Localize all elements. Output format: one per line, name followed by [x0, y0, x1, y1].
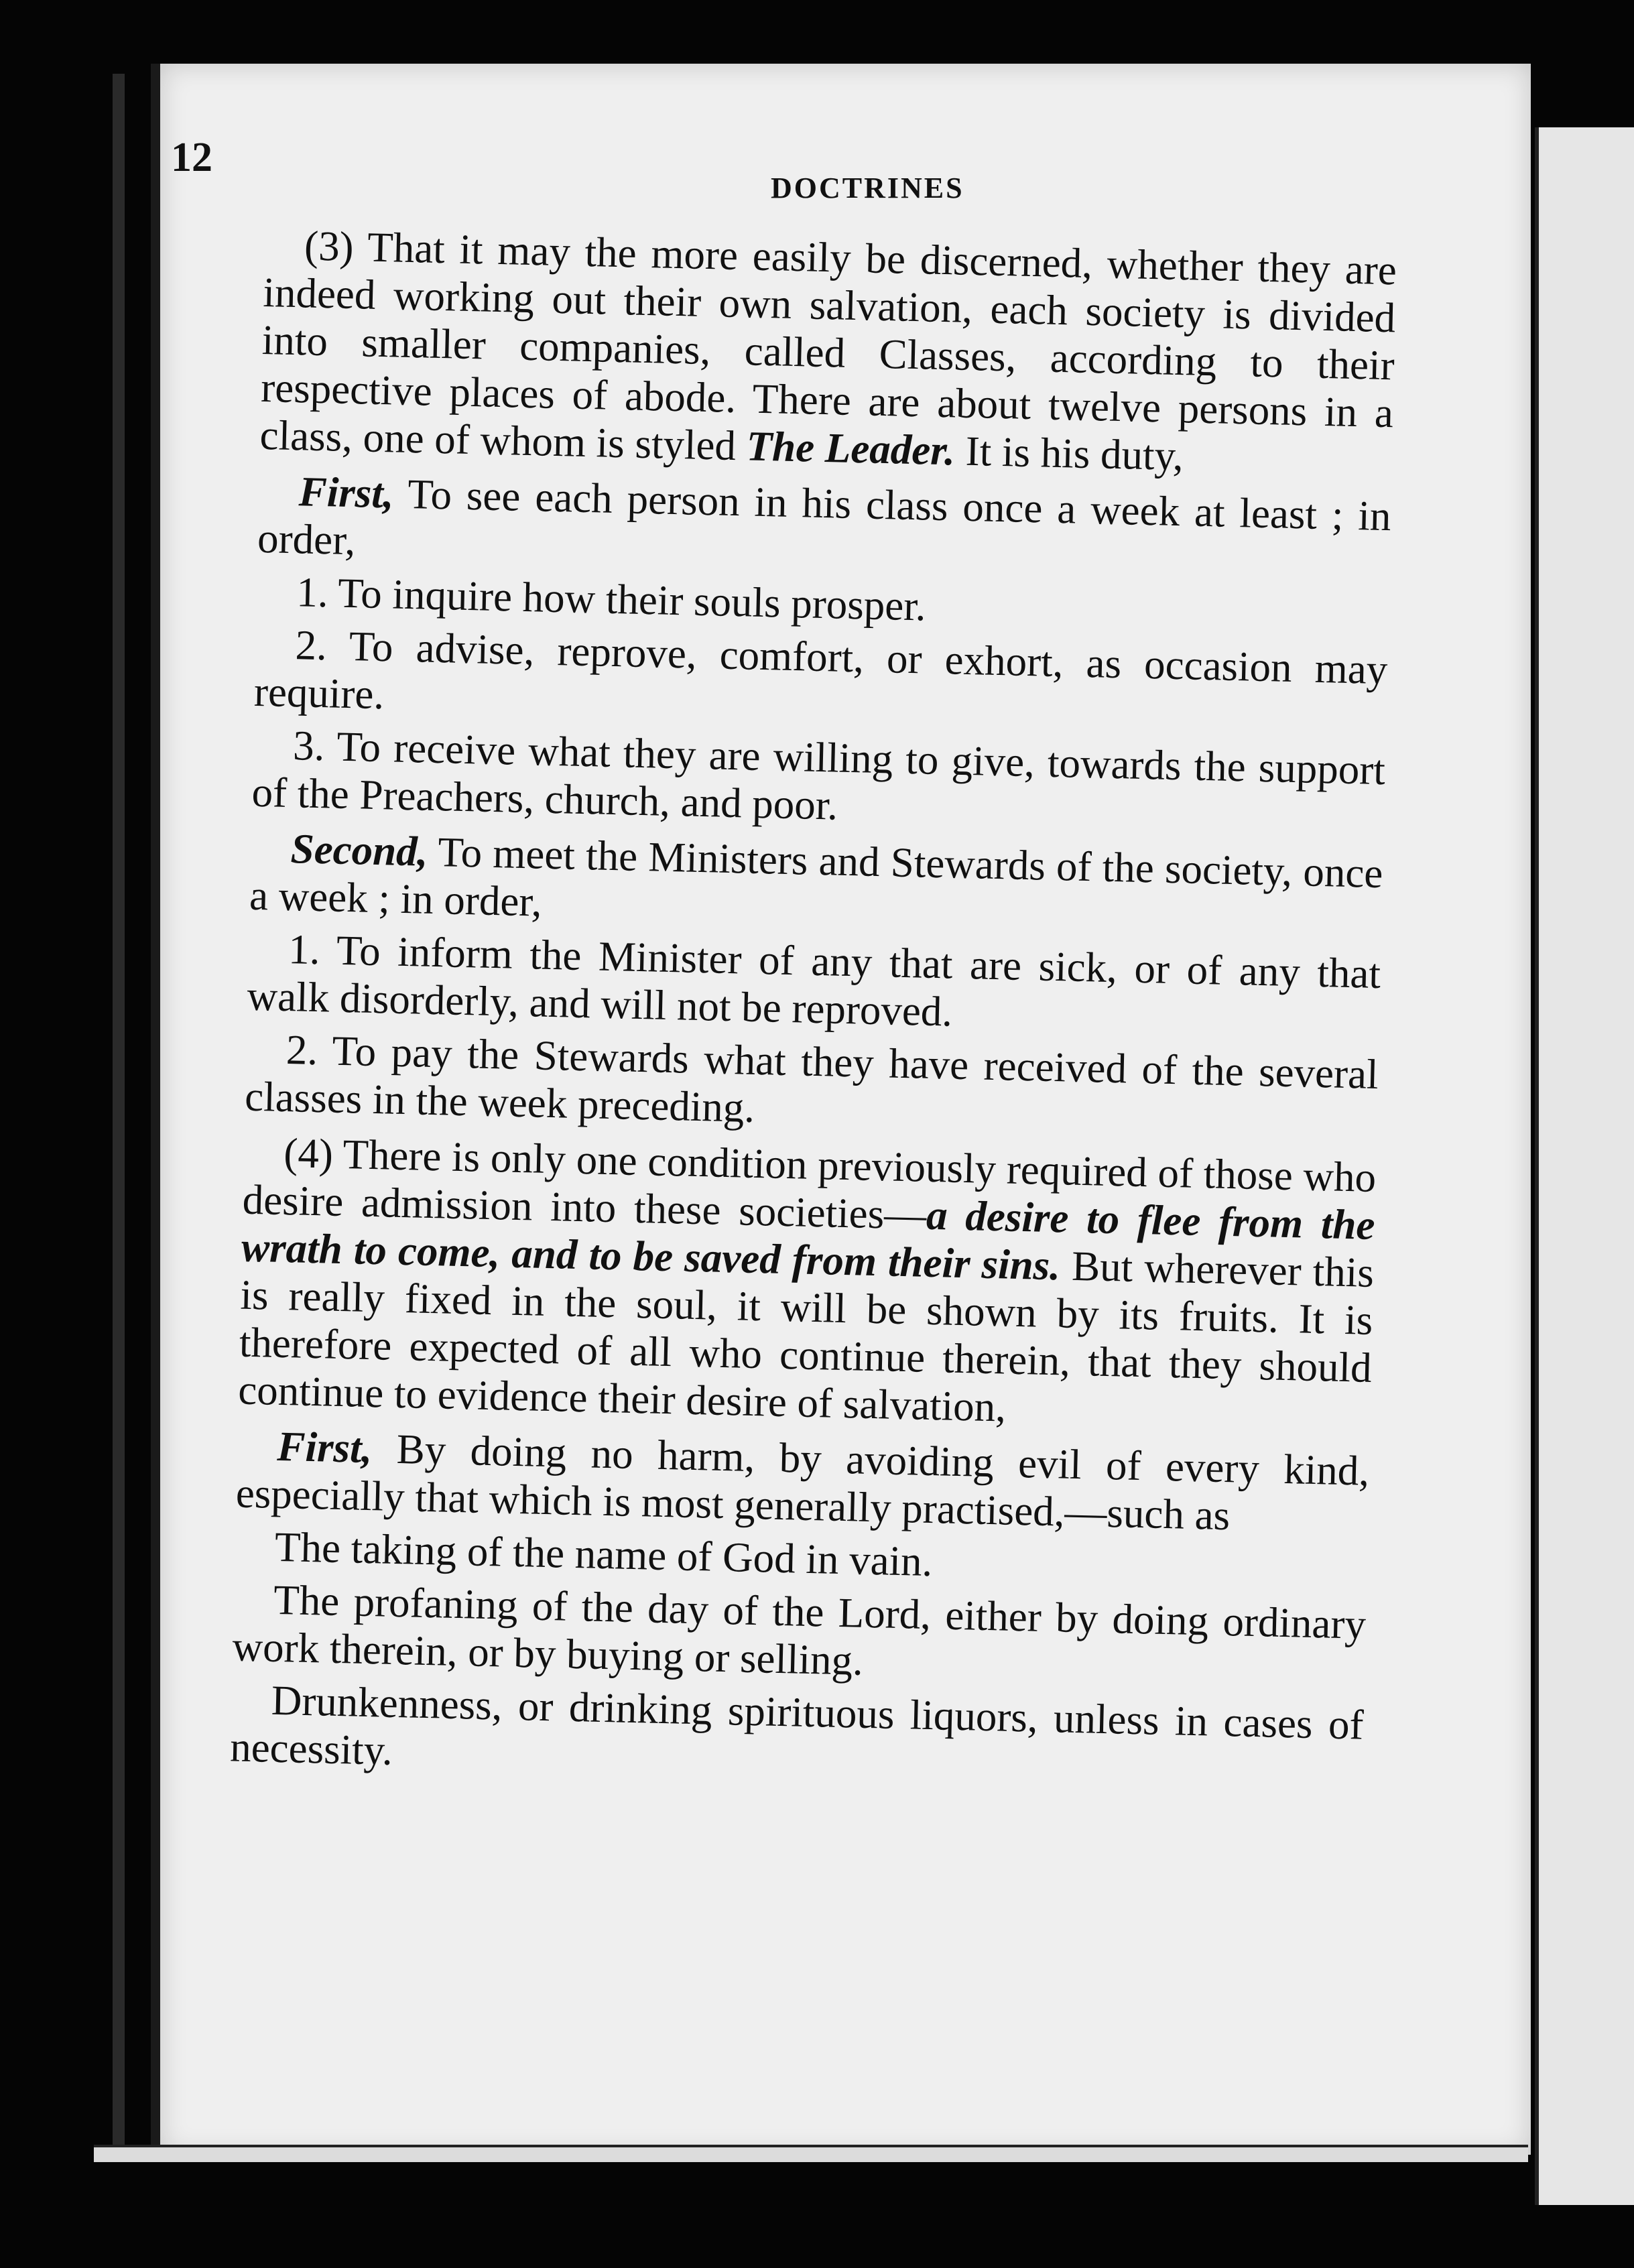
- list-item: The taking of the name of God in vain.: [274, 1523, 934, 1586]
- facing-page-edge: [1535, 127, 1634, 2205]
- paragraph-3: [259, 221, 1397, 485]
- page-number: 12: [171, 135, 212, 180]
- paragraph-text: By doing no harm, by avoiding evil of every kind, especially that which is most generally practised,—such as: [235, 1425, 1370, 1539]
- book-spine: [113, 74, 125, 2158]
- list-item: The profaning of the day of the Lord, either by doing ordinary work therein, or by buying or selling.: [231, 1576, 1367, 1684]
- emphasis-first: First,: [298, 468, 395, 517]
- paragraph-second-duty: [249, 824, 1383, 945]
- paragraph-4: [238, 1129, 1377, 1440]
- paragraph-first-harm: [235, 1422, 1370, 1543]
- paragraph-text: (4) There is only one condition previously required of those who desire admission into these societies—: [242, 1129, 1377, 1239]
- paragraph-text: But wherever this is really fixed in the soul, it will be shown by its fruits. It is therefore expected of all who continue therein, that they should continue to evidence their desire of salvation,: [237, 1242, 1375, 1431]
- paragraph-text: (3) That it may the more easily be discerned, whether they are indeed working out their own salvation, each society is divided into smaller companies, called Classes, according to their respective places of abode. There are about twelve persons in a class, one of whom is styled: [259, 222, 1397, 470]
- list-item: 1. To inquire how their souls prosper.: [296, 568, 927, 630]
- running-head: DOCTRINES: [771, 172, 964, 204]
- emphasis-leader: The Leader.: [745, 422, 956, 475]
- emphasis-desire: a desire to flee from the wrath to come, and to be saved from their sins.: [241, 1191, 1376, 1289]
- paragraph-text: To meet the Ministers and Stewards of the society, once a week ; in order,: [249, 828, 1384, 926]
- emphasis-second: Second,: [290, 825, 429, 875]
- list-item: 3. To receive what they are willing to give, towards the support of the Preachers, church, and poor.: [251, 722, 1386, 829]
- list-item: 1. To inform the Minister of any that are sick, or of any that walk disorderly, and will not be reproved.: [246, 926, 1381, 1035]
- paragraph-text: It is his duty,: [954, 427, 1184, 480]
- body-text: [230, 221, 1397, 1797]
- page-bottom-edge: [94, 2145, 1528, 2162]
- paragraph-text: To see each person in his class once a week at least ; in order,: [257, 470, 1392, 564]
- emphasis-first: First,: [276, 1422, 373, 1472]
- list-item: 2. To advise, reprove, comfort, or exhort, as occasion may require.: [253, 621, 1389, 718]
- list-item: Drunkenness, or drinking spirituous liquors, unless in cases of necessity.: [229, 1676, 1365, 1774]
- list-item: 2. To pay the Stewards what they have received of the several classes in the week preceding.: [244, 1026, 1379, 1131]
- paragraph-first-duty: [257, 467, 1391, 588]
